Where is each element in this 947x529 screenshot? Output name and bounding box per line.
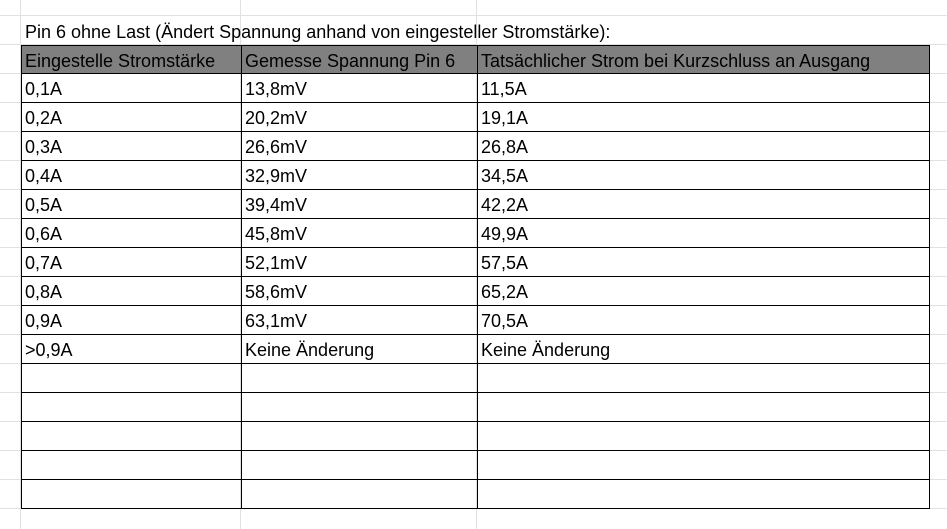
table-row xyxy=(21,219,930,248)
cell-stromstaerke[interactable]: >0,9A xyxy=(21,335,241,364)
cell-kurzschluss-strom[interactable]: 49,9A xyxy=(477,219,930,248)
cell-stromstaerke[interactable]: 0,3A xyxy=(21,132,241,161)
cell-spannung[interactable] xyxy=(241,422,477,451)
cell-kurzschluss-strom[interactable]: 70,5A xyxy=(477,306,930,335)
cell-stromstaerke[interactable]: 0,9A xyxy=(21,306,241,335)
table-row xyxy=(21,190,930,219)
table-row xyxy=(21,74,930,103)
cell-stromstaerke[interactable]: 0,7A xyxy=(21,248,241,277)
sheet-title[interactable]: Pin 6 ohne Last (Ändert Spannung anhand von eingesteller Stromstärke): xyxy=(25,22,611,42)
cell-kurzschluss-strom[interactable]: 11,5A xyxy=(477,74,930,103)
cell-spannung[interactable]: 26,6mV xyxy=(241,132,477,161)
cell-stromstaerke[interactable] xyxy=(21,422,241,451)
table-row xyxy=(21,480,930,509)
table-row xyxy=(21,132,930,161)
header-cell-stromstaerke[interactable]: Eingestelle Stromstärke xyxy=(21,45,241,74)
table-row xyxy=(21,335,930,364)
cell-kurzschluss-strom[interactable]: 19,1A xyxy=(477,103,930,132)
cell-kurzschluss-strom[interactable] xyxy=(477,451,930,480)
cell-spannung[interactable] xyxy=(241,393,477,422)
cell-kurzschluss-strom[interactable]: 26,8A xyxy=(477,132,930,161)
cell-spannung[interactable]: 13,8mV xyxy=(241,74,477,103)
cell-stromstaerke[interactable] xyxy=(21,393,241,422)
table-row xyxy=(21,393,930,422)
cell-spannung[interactable]: 32,9mV xyxy=(241,161,477,190)
cell-stromstaerke[interactable]: 0,1A xyxy=(21,74,241,103)
header-cell-spannung[interactable]: Gemesse Spannung Pin 6 xyxy=(241,45,477,74)
table-row xyxy=(21,306,930,335)
cell-stromstaerke[interactable]: 0,6A xyxy=(21,219,241,248)
cell-kurzschluss-strom[interactable]: Keine Änderung xyxy=(477,335,930,364)
cell-spannung[interactable]: 52,1mV xyxy=(241,248,477,277)
header-cell-kurzschluss-strom[interactable]: Tatsächlicher Strom bei Kurzschluss an Ausgang xyxy=(477,45,930,74)
table-row xyxy=(21,248,930,277)
cell-kurzschluss-strom[interactable] xyxy=(477,393,930,422)
cell-spannung[interactable] xyxy=(241,451,477,480)
cell-spannung[interactable] xyxy=(241,364,477,393)
cell-spannung[interactable]: Keine Änderung xyxy=(241,335,477,364)
cell-stromstaerke[interactable] xyxy=(21,364,241,393)
cell-stromstaerke[interactable]: 0,5A xyxy=(21,190,241,219)
table-header-row xyxy=(21,45,930,74)
cell-kurzschluss-strom[interactable] xyxy=(477,480,930,509)
cell-stromstaerke[interactable]: 0,8A xyxy=(21,277,241,306)
table-body xyxy=(21,74,930,509)
cell-stromstaerke[interactable] xyxy=(21,480,241,509)
cell-kurzschluss-strom[interactable] xyxy=(477,364,930,393)
table-row xyxy=(21,451,930,480)
data-table xyxy=(21,45,930,509)
table-row xyxy=(21,103,930,132)
cell-kurzschluss-strom[interactable]: 65,2A xyxy=(477,277,930,306)
cell-kurzschluss-strom[interactable]: 57,5A xyxy=(477,248,930,277)
cell-spannung[interactable]: 39,4mV xyxy=(241,190,477,219)
cell-stromstaerke[interactable]: 0,4A xyxy=(21,161,241,190)
cell-spannung[interactable]: 45,8mV xyxy=(241,219,477,248)
cell-kurzschluss-strom[interactable] xyxy=(477,422,930,451)
cell-spannung[interactable]: 20,2mV xyxy=(241,103,477,132)
table-row xyxy=(21,277,930,306)
table-row xyxy=(21,422,930,451)
table-row xyxy=(21,161,930,190)
cell-stromstaerke[interactable]: 0,2A xyxy=(21,103,241,132)
cell-spannung[interactable]: 58,6mV xyxy=(241,277,477,306)
cell-kurzschluss-strom[interactable]: 42,2A xyxy=(477,190,930,219)
cell-spannung[interactable]: 63,1mV xyxy=(241,306,477,335)
table-row xyxy=(21,364,930,393)
cell-spannung[interactable] xyxy=(241,480,477,509)
cell-kurzschluss-strom[interactable]: 34,5A xyxy=(477,161,930,190)
cell-stromstaerke[interactable] xyxy=(21,451,241,480)
